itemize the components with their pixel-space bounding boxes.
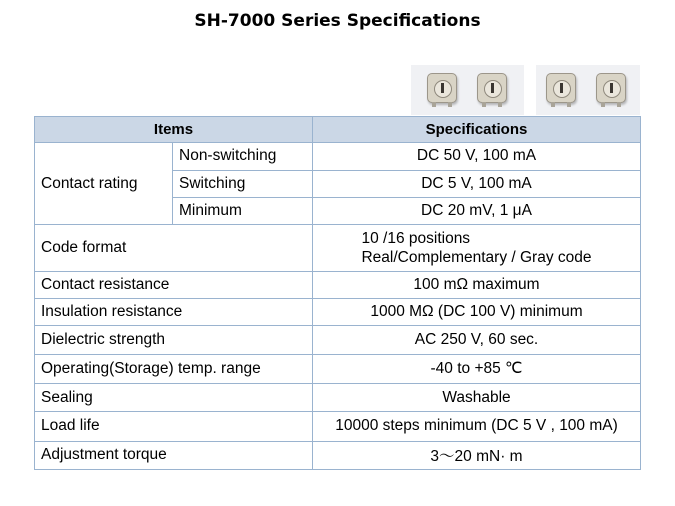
table-row	[35, 299, 641, 326]
rotary-dip-switch-icon	[477, 73, 507, 103]
table-row	[35, 383, 641, 411]
spec-value: DC 5 V, 100 mA	[313, 170, 641, 197]
sub-item-label: Non-switching	[173, 143, 313, 170]
sub-item-label: Minimum	[173, 197, 313, 224]
spec-value: 1000 MΩ (DC 100 V) minimum	[313, 299, 641, 326]
code-format-line: 10 /16 positions	[361, 229, 471, 247]
rotary-dip-switch-icon	[596, 73, 626, 103]
item-label: Sealing	[35, 383, 313, 411]
specifications-table	[34, 116, 641, 470]
rotary-dip-switch-icon	[427, 73, 457, 103]
spec-value: 10000 steps minimum (DC 5 V , 100 mA)	[313, 412, 641, 441]
rotary-dip-switch-icon	[546, 73, 576, 103]
spec-value: Washable	[313, 383, 641, 411]
spec-value: 100 mΩ maximum	[313, 271, 641, 298]
product-photo-side-view	[536, 65, 640, 115]
item-label: Load life	[35, 412, 313, 441]
table-row	[35, 354, 641, 383]
spec-value: DC 20 mV, 1 μA	[313, 197, 641, 224]
code-format-line: Real/Complementary / Gray code	[361, 248, 592, 266]
header-items: Items	[35, 117, 313, 143]
spec-value: 3～20 mN· m	[313, 441, 641, 469]
code-format-value	[313, 225, 641, 272]
header-specifications: Specifications	[313, 117, 641, 143]
table-row	[35, 225, 641, 272]
product-photo-top-view	[411, 65, 524, 115]
spec-value: DC 50 V, 100 mA	[313, 143, 641, 170]
item-label: Insulation resistance	[35, 299, 313, 326]
spec-value: AC 250 V, 60 sec.	[313, 326, 641, 354]
sub-item-label: Switching	[173, 170, 313, 197]
item-label: Contact resistance	[35, 271, 313, 298]
code-format-label: Code format	[35, 225, 313, 272]
table-row	[35, 271, 641, 298]
table-row	[35, 326, 641, 354]
contact-rating-label: Contact rating	[35, 143, 173, 225]
table-row	[35, 143, 641, 170]
table-row	[35, 412, 641, 441]
page-title: SH-7000 Series Specifications	[194, 11, 481, 31]
table-row	[35, 441, 641, 469]
table-header-row	[35, 117, 641, 143]
spec-value: -40 to +85 ℃	[313, 354, 641, 383]
item-label: Dielectric strength	[35, 326, 313, 354]
item-label: Adjustment torque	[35, 441, 313, 469]
item-label: Operating(Storage) temp. range	[35, 354, 313, 383]
